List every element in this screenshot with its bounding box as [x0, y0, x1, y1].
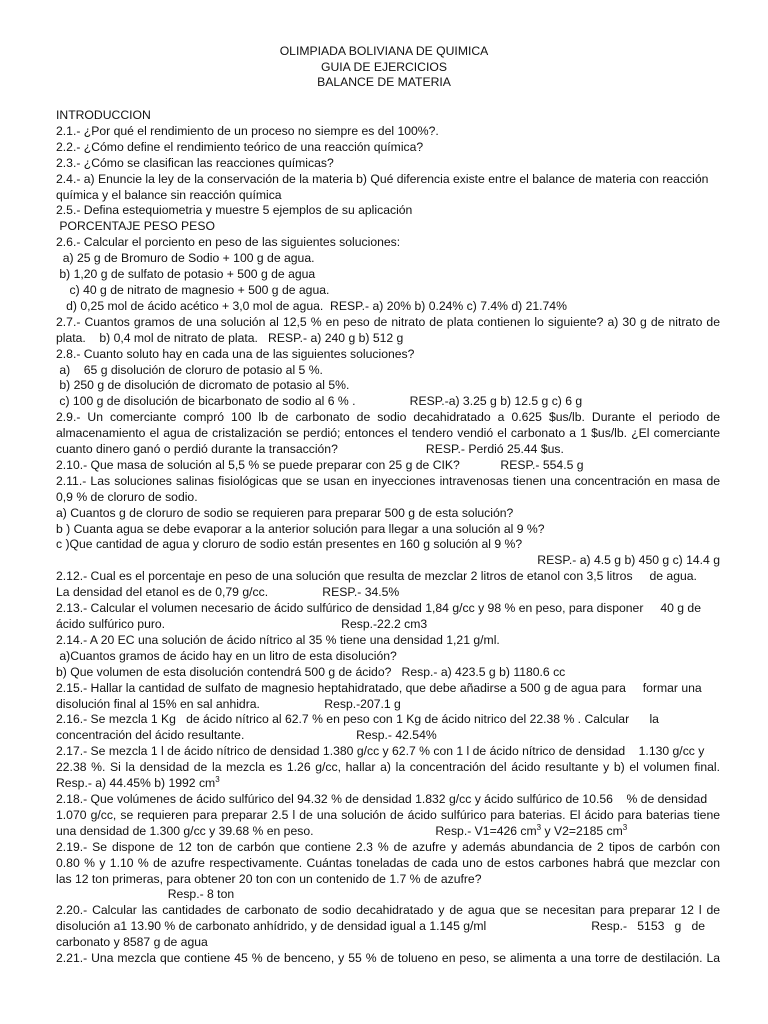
text-line: d) 0,25 mol de ácido acético + 3,0 mol de agua. RESP.- a) 20% b) 0.24% c) 7.4% d) 21.74% [56, 298, 567, 313]
text-line: La densidad del etanol es de 0,79 g/cc. RESP.- 34.5% [56, 585, 400, 600]
superscript-cube: 3 [622, 822, 628, 832]
text-line: 2.16.- Se mezcla 1 Kg de ácido nítrico al 62.7 % en peso con 1 Kg de ácido nitrico del 22.38 % . Calcular la [56, 712, 659, 727]
text-line: 2.14.- A 20 EC una solución de ácido nítrico al 35 % tiene una densidad 1,21 g/ml. [56, 632, 500, 647]
text-line: 2.15.- Hallar la cantidad de sulfato de magnesio heptahidratado, que debe añadirse a 500 g de agua para formar una [56, 680, 702, 695]
text-line: b ) Cuanta agua se debe evaporar a la anterior solución para llegar a una solución al 9 %? [56, 521, 545, 536]
text-line: química y el balance sin reacción química [56, 187, 282, 202]
text-line: carbonato y 8587 g de agua [56, 935, 208, 950]
answer-text-v2: y V2=2185 cm [541, 823, 623, 838]
text-line: 2.17.- Se mezcla 1 l de ácido nítrico de densidad 1.380 g/cc y 62.7 % con 1 l de ácido nítrico de densidad 1.130 g/cc y [56, 744, 705, 759]
text-line: 2.7.- Cuantos gramos de una solución al 12,5 % en peso de nitrato de plata contienen lo siguiente? a) 30 g de nitrato de [56, 314, 720, 329]
text-line: b) 1,20 g de sulfato de potasio + 500 g de agua [56, 267, 316, 282]
text-line: c )Que cantidad de agua y cloruro de sodio están presentes en 160 g solución al 9 %? [56, 537, 523, 552]
text-line: 2.4.- a) Enuncie la ley de la conservación de la materia b) Qué diferencia existe entre el balance de materia con reacción [56, 171, 709, 186]
text-line: 2.19.- Se dispone de 12 ton de carbón que contiene 2.3 % de azufre y además abundancia de 2 tipos de carbón con [56, 839, 720, 854]
text-line: b) Que volumen de esta disolución contendrá 500 g de ácido? Resp.- a) 423.5 g b) 1180.6 cc [56, 664, 566, 679]
text-line: 0.80 % y 1.10 % de azufre respectivamente. Cuántas toneladas de cada uno de estos carbones habrá que mezclar con [56, 855, 720, 870]
text-line: disolución a1 13.90 % de carbonato anhídrido, y de densidad igual a 1.145 g/ml Resp.- 5153 g de [56, 919, 706, 934]
section-heading-percent-weight: PORCENTAJE PESO PESO [56, 219, 215, 234]
text-line: 2.21.- Una mezcla que contiene 45 % de benceno, y 55 % de tolueno en peso, se alimenta a una torre de destilación. La [56, 951, 720, 966]
text-line: b) 250 g de disolución de dicromato de potasio al 5%. [56, 378, 350, 393]
text-line: 2.12.- Cual es el porcentaje en peso de una solución que resulta de mezclar 2 litros de etanol con 3,5 litros de agua. [56, 569, 697, 584]
text-line: 0,9 % de cloruro de sodio. [56, 489, 198, 504]
text-line: 2.1.- ¿Por qué el rendimiento de un proceso no siempre es del 100%?. [56, 123, 439, 138]
text-line: a) 65 g disolución de cloruro de potasio al 5 %. [56, 362, 323, 377]
document-header [0, 44, 768, 91]
text-line: 2.11.- Las soluciones salinas fisiológicas que se usan en inyecciones intravenosas tienen una concentración en masa de [56, 473, 720, 488]
text-line: 2.6.- Calcular el porciento en peso de las siguientes soluciones: [56, 235, 401, 250]
text-line: 2.20.- Calcular las cantidades de carbonato de sodio decahidratado y de agua que se necesitan para preparar 12 l de [56, 903, 720, 918]
answer-line-with-superscript [56, 824, 720, 840]
text-line: 2.18.- Que volúmenes de ácido sulfúrico del 94.32 % de densidad 1.832 g/cc y ácido sulfúrico de 10.56 % de densidad [56, 791, 708, 806]
text-line: disolución final al 15% en sal anhidra. Resp.-207.1 g [56, 696, 401, 711]
header-topic-title: BALANCE DE MATERIA [317, 75, 451, 90]
superscript-cube: 3 [215, 775, 220, 784]
text-line: concentración del ácido resultante. Resp.- 42.54% [56, 728, 437, 743]
text-line: cuanto dinero ganó o perdió durante la transacción? RESP.- Perdió 25.44 $us. [56, 442, 564, 457]
section-heading-introduction: INTRODUCCION [56, 108, 151, 122]
text-line: 1.070 g/cc, se requieren para preparar 2.5 l de una solución de ácido sulfúrico para baterias. El ácido para baterias tiene [56, 807, 720, 822]
text-line: 2.10.- Que masa de solución al 5,5 % se puede preparar con 25 g de CIK? RESP.- 554.5 g [56, 457, 584, 472]
text-line: plata. b) 0,4 mol de nitrato de plata. RESP.- a) 240 g b) 512 g [56, 330, 404, 345]
text-line: almacenamiento el agua de cristalización se perdió; entonces el tendero vendió el carbonato a 1 $us/lb. ¿El comerciante [56, 426, 720, 441]
answer-line-with-superscript [56, 776, 720, 792]
text-line: 2.9.- Un comerciante compró 100 lb de carbonato de sodio decahidratado a 0.625 $us/lb. Durante el periodo de [56, 410, 720, 425]
answer-line: Resp.- 8 ton [56, 887, 235, 902]
text-line: 2.2.- ¿Cómo define el rendimiento teórico de una reacción química? [56, 139, 424, 154]
header-olympiad-title: OLIMPIADA BOLIVIANA DE QUIMICA [279, 44, 489, 58]
text-line: las 12 ton primeras, para obtener 20 ton con un contenido de 1.7 % de azufre? [56, 871, 482, 886]
text-line: 2.3.- ¿Cómo se clasifican las reacciones químicas? [56, 155, 334, 170]
header-guide-title: GUIA DE EJERCICIOS [321, 59, 447, 74]
text-line: c) 100 g de disolución de bicarbonato de sodio al 6 % . RESP.-a) 3.25 g b) 12.5 g c) 6 g [56, 394, 583, 409]
text-line: 22.38 %. Si la densidad de la mezcla es 1.26 g/cc, hallar a) la concentración del ácido resultante y b) el volumen final. [56, 760, 720, 775]
text-line: ácido sulfúrico puro. Resp.-22.2 cm3 [56, 617, 428, 631]
answer-text: Resp.- a) 44.45% b) 1992 cm [56, 776, 216, 791]
answer-line: RESP.- a) 4.5 g b) 450 g c) 14.4 g [86, 553, 720, 568]
answer-text: una densidad de 1.300 g/cc y 39.68 % en peso. Resp.- V1=426 cm [56, 823, 537, 838]
text-line: 2.8.- Cuanto soluto hay en cada una de las siguientes soluciones? [56, 346, 415, 361]
text-line: 2.5.- Defina estequiometria y muestre 5 ejemplos de su aplicación [56, 203, 413, 218]
text-line: 2.13.- Calcular el volumen necesario de ácido sulfúrico de densidad 1,84 g/cc y 98 % en peso, para disponer 40 g de [56, 601, 701, 616]
text-line: a)Cuantos gramos de ácido hay en un litro de esta disolución? [56, 648, 397, 663]
text-line: a) Cuantos g de cloruro de sodio se requieren para preparar 500 g de esta solución? [56, 505, 514, 520]
document-body [56, 108, 720, 967]
text-line: c) 40 g de nitrato de magnesio + 500 g de agua. [56, 282, 330, 297]
superscript-cube: 3 [536, 822, 542, 832]
text-line: a) 25 g de Bromuro de Sodio + 100 g de agua. [56, 251, 315, 266]
